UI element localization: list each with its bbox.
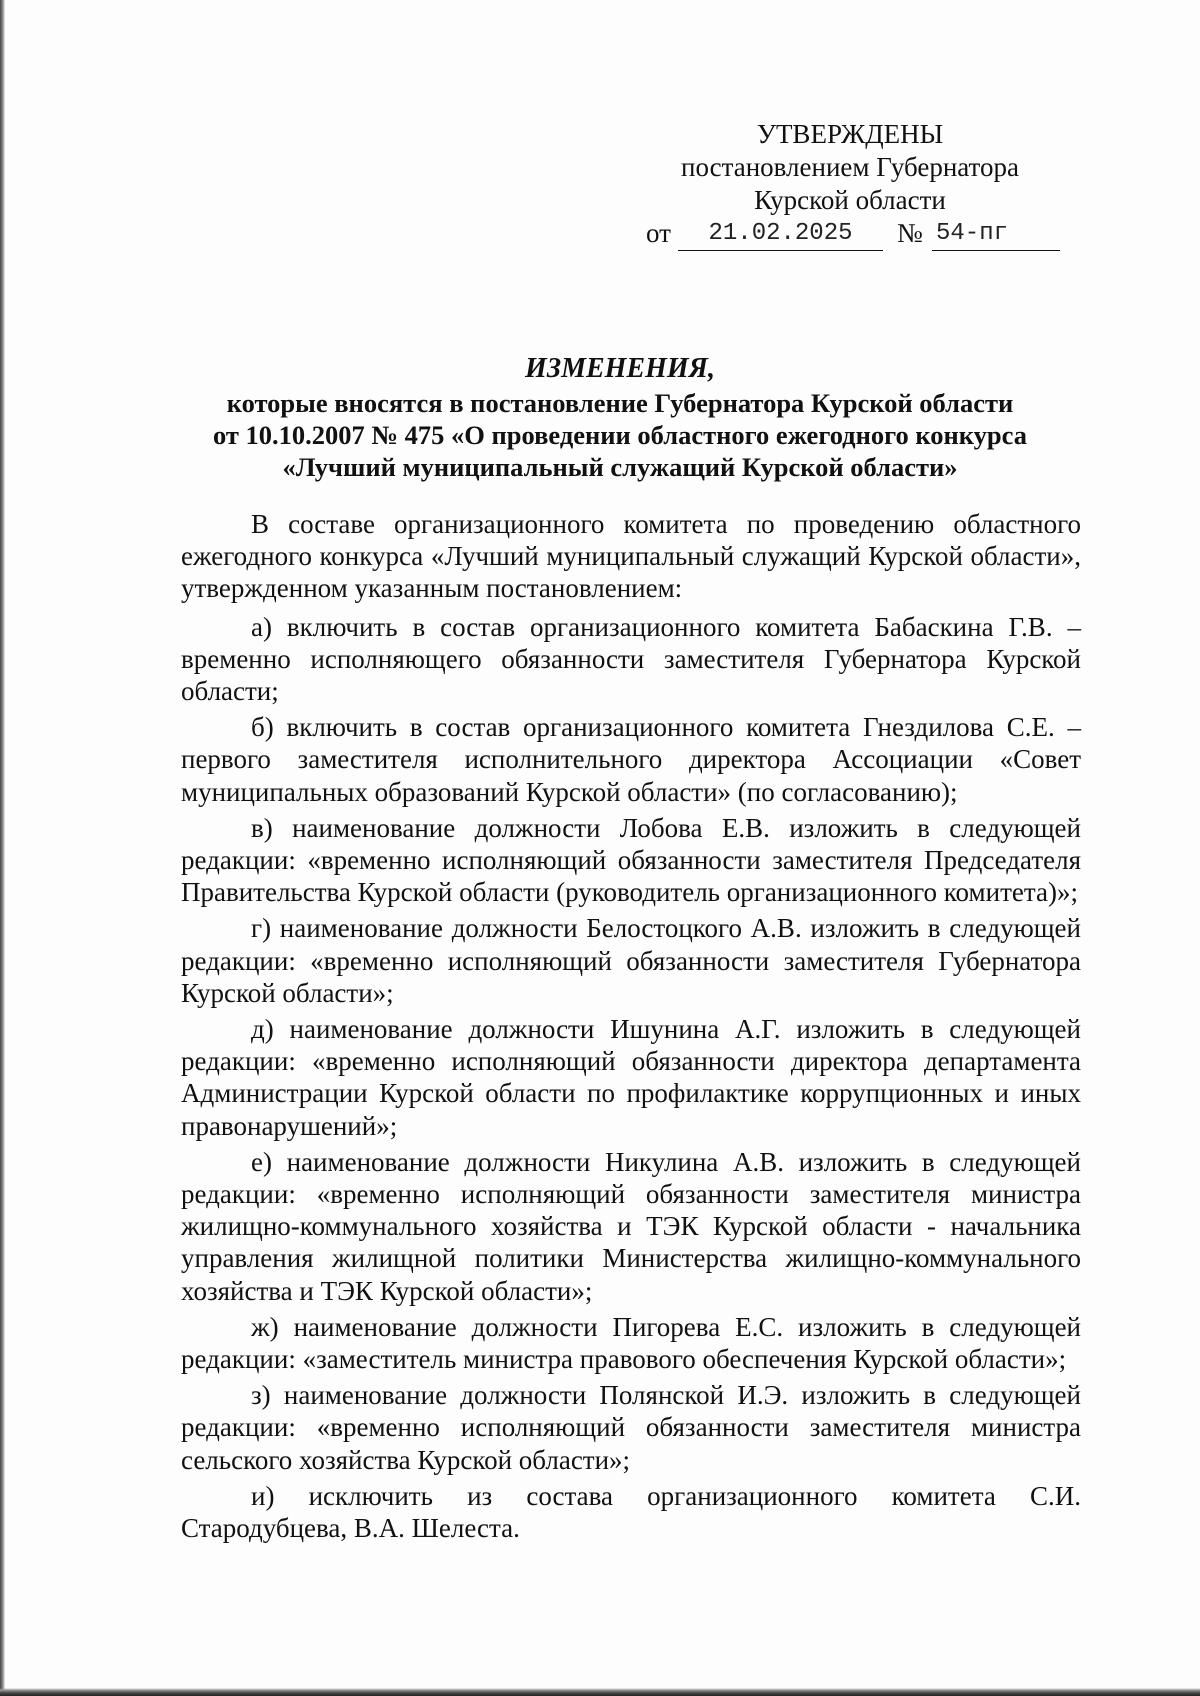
- approval-date-row: [640, 217, 1060, 253]
- item-paragraph: ж) наименование должности Пигорева Е.С. изложить в следующей редакции: «заместитель министра правового обеспечения Курской области»;: [181, 1311, 1081, 1375]
- heading-line-3: «Лучший муниципальный служащий Курской области»: [282, 452, 958, 482]
- approval-line-1: постановлением Губернатора: [681, 152, 1019, 182]
- item-paragraph: и) исключить из состава организационного комитета С.И. Стародубцева, В.А. Шелеста.: [181, 1480, 1081, 1544]
- item-paragraph: в) наименование должности Лобова Е.В. изложить в следующей редакции: «временно исполняющий обязанности заместителя Председателя Правительства Курской области (руководитель организационного комитета)»;: [181, 812, 1081, 908]
- approval-title: УТВЕРЖДЕНЫ: [756, 119, 944, 149]
- intro-paragraph: В составе организационного комитета по проведению областного ежегодного конкурса «Лучший муниципальный служащий Курской области», утвержденном указанным постановлением:: [181, 509, 1081, 604]
- approval-date: 21.02.2025: [678, 217, 883, 251]
- scan-edge-left: [0, 0, 5, 1696]
- approval-number: 54-пг: [932, 217, 1060, 251]
- heading-main: ИЗМЕНЕНИЯ,: [525, 353, 715, 384]
- number-label: №: [897, 218, 923, 248]
- scan-edge-bottom: [0, 1688, 1200, 1696]
- item-paragraph: а) включить в состав организационного комитета Бабаскина Г.В. – временно исполняющего обязанности заместителя Губернатора Курской области;: [181, 611, 1081, 707]
- item-paragraph: з) наименование должности Полянской И.Э. изложить в следующей редакции: «временно исполняющий обязанности заместителя министра сельского хозяйства Курской области»;: [181, 1380, 1081, 1475]
- approval-line-2: Курской области: [754, 185, 946, 215]
- item-paragraph: д) наименование должности Ишунина А.Г. изложить в следующей редакции: «временно исполняющий обязанности директора департамента Администрации Курской области по профилактике коррупционных и иных правонарушений»;: [181, 1014, 1081, 1141]
- document-body: [181, 508, 1081, 1548]
- document-heading: [150, 353, 1090, 483]
- item-paragraph: б) включить в состав организационного комитета Гнездилова С.Е. – первого заместителя исполнительного директора Ассоциации «Совет муниципальных образований Курской области» (по согласованию);: [181, 712, 1081, 807]
- item-paragraph: г) наименование должности Белостоцкого А.В. изложить в следующей редакции: «временно исполняющий обязанности заместителя Губернатора Курской области»;: [181, 913, 1081, 1008]
- heading-line-1: которые вносятся в постановление Губернатора Курской области: [226, 388, 1014, 418]
- item-paragraph: е) наименование должности Никулина А.В. изложить в следующей редакции: «временно исполняющий обязанности заместителя министра жилищно-коммунального хозяйства и ТЭК Курской области - начальника управления жилищной политики Министерства жилищно-коммунального хозяйства и ТЭК Курской области»;: [181, 1146, 1081, 1306]
- heading-line-2: от 10.10.2007 № 475 «О проведении областного ежегодного конкурса: [212, 420, 1028, 450]
- approval-block: [640, 118, 1060, 253]
- from-label: от: [646, 218, 671, 248]
